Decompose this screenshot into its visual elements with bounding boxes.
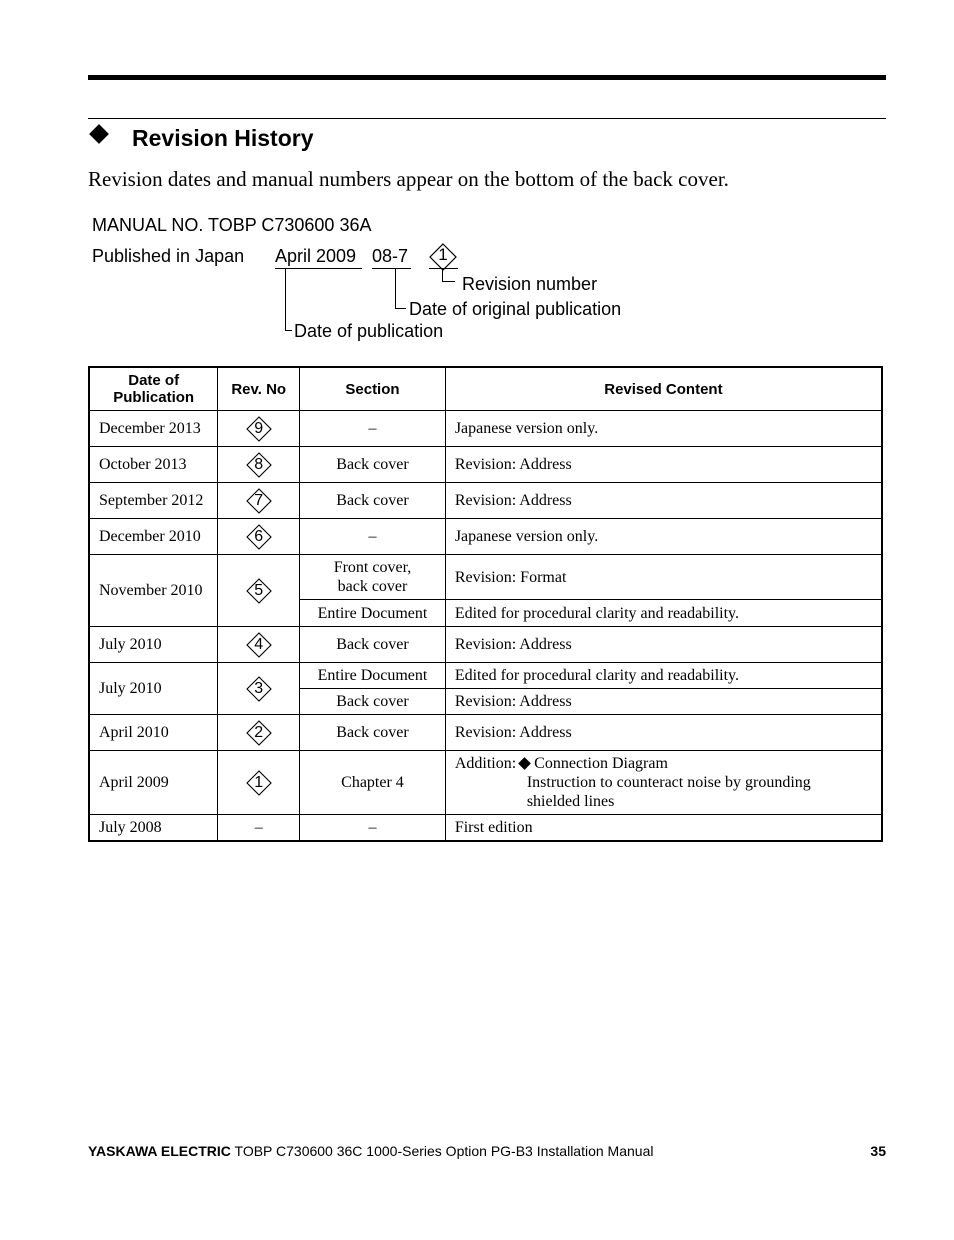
cell-section: Back cover (300, 483, 446, 519)
cell-content: Revision: Address (445, 447, 882, 483)
table-header-row (89, 367, 882, 411)
cell-rev (218, 663, 300, 715)
cell-rev (218, 555, 300, 627)
cell-rev (218, 715, 300, 751)
cell-content: Japanese version only. (445, 519, 882, 555)
rev-number: 1 (254, 773, 264, 791)
table-row (89, 555, 882, 600)
rev-number: 2 (254, 723, 264, 741)
table-row (89, 715, 882, 751)
cell-content: Edited for procedural clarity and readability. (445, 663, 882, 689)
cell-rev (218, 519, 300, 555)
original-publication-label: Date of original publication (409, 299, 622, 319)
rev-underline (429, 268, 458, 269)
rev-number: 6 (254, 527, 264, 545)
cell-content: Revision: Address (445, 483, 882, 519)
cell-date: July 2008 (89, 815, 218, 841)
cell-rev: – (218, 815, 300, 841)
section-line2: back cover (337, 578, 408, 595)
diamond-bullet-icon (89, 124, 109, 144)
rev-number: 5 (254, 581, 264, 599)
table-row (89, 751, 882, 815)
published-in: Published in Japan (92, 246, 245, 266)
revision-number-diamond-icon (429, 243, 457, 271)
cell-section: – (300, 815, 446, 841)
rev-number: 8 (254, 455, 264, 473)
content-title: Connection Diagram (534, 755, 668, 772)
rev-connector-h (442, 281, 455, 282)
header-date-line1: Date of (128, 372, 180, 389)
revision-diamond-icon (246, 578, 272, 604)
cell-rev (218, 483, 300, 519)
revision-diamond-icon (246, 416, 272, 442)
cell-date: April 2009 (89, 751, 218, 815)
cell-section: Back cover (300, 447, 446, 483)
cell-content (445, 751, 882, 815)
cell-content: Edited for procedural clarity and readability. (445, 600, 882, 627)
top-rule (88, 75, 886, 80)
footer-title: TOBP C730600 36C 1000-Series Option PG-B3 Installation Manual (234, 1143, 654, 1159)
cell-rev (218, 751, 300, 815)
original-code-sample: 08-7 (372, 246, 409, 266)
revision-diamond-icon (246, 488, 272, 514)
revision-diamond-icon (246, 676, 272, 702)
cell-section: Back cover (300, 627, 446, 663)
cell-date: September 2012 (89, 483, 218, 519)
page-footer (88, 1143, 653, 1160)
cell-date: July 2010 (89, 663, 218, 715)
cell-content: Revision: Address (445, 627, 882, 663)
cell-rev (218, 447, 300, 483)
footer-brand: YASKAWA ELECTRIC (88, 1143, 231, 1159)
revision-diamond-icon (246, 770, 272, 796)
cell-section (300, 555, 446, 600)
orig-connector-h (395, 308, 406, 309)
revision-number-sample: 1 (438, 245, 448, 264)
cell-section: Chapter 4 (300, 751, 446, 815)
table-row (89, 519, 882, 555)
table-row (89, 483, 882, 519)
cell-date: October 2013 (89, 447, 218, 483)
section-rule (88, 118, 886, 119)
cell-date: December 2013 (89, 411, 218, 447)
revision-diamond-icon (246, 632, 272, 658)
content-line3: shielded lines (526, 793, 615, 810)
rev-number: 7 (254, 491, 264, 509)
cell-date: April 2010 (89, 715, 218, 751)
date-of-publication-label: Date of publication (294, 321, 444, 341)
header-date (89, 367, 218, 411)
cell-content: Revision: Address (445, 689, 882, 715)
revision-diamond-icon (246, 524, 272, 550)
date-connector-h (285, 330, 292, 331)
section-heading: Revision History (132, 125, 314, 151)
cell-date: November 2010 (89, 555, 218, 627)
content-prefix: Addition: (454, 755, 517, 772)
cell-content: Japanese version only. (445, 411, 882, 447)
manual-no: MANUAL NO. TOBP C730600 36A (92, 215, 372, 235)
code-underline (372, 268, 411, 269)
rev-number: 4 (254, 635, 264, 653)
content-line2: Instruction to counteract noise by grounding (526, 774, 811, 791)
cell-section: Back cover (300, 715, 446, 751)
table-row (89, 815, 882, 841)
header-rev: Rev. No (218, 367, 300, 411)
header-date-line2: Publication (113, 389, 195, 406)
revision-diamond-icon (246, 720, 272, 746)
content-line1 (455, 754, 872, 773)
publication-date-sample: April 2009 (275, 246, 357, 266)
intro-text: Revision dates and manual numbers appear on the bottom of the back cover. (88, 167, 729, 191)
cell-date: July 2010 (89, 627, 218, 663)
diamond-bullet-icon (518, 757, 531, 770)
date-underline (275, 268, 362, 269)
date-connector (285, 268, 286, 330)
cell-date: December 2010 (89, 519, 218, 555)
rev-number: 3 (254, 679, 264, 697)
cell-section: Back cover (300, 689, 446, 715)
table-row (89, 447, 882, 483)
cell-rev (218, 627, 300, 663)
rev-number: 9 (254, 419, 264, 437)
table-row (89, 627, 882, 663)
revision-diamond-icon (246, 452, 272, 478)
cell-rev (218, 411, 300, 447)
table-row (89, 411, 882, 447)
cell-section: Entire Document (300, 663, 446, 689)
rev-connector (442, 268, 443, 281)
cell-section: – (300, 411, 446, 447)
cell-section: Entire Document (300, 600, 446, 627)
cell-content: First edition (445, 815, 882, 841)
cell-section: – (300, 519, 446, 555)
header-section: Section (300, 367, 446, 411)
section-line1: Front cover, (333, 559, 412, 576)
cell-content: Revision: Format (445, 555, 882, 600)
header-content: Revised Content (445, 367, 882, 411)
page-number: 35 (870, 1143, 886, 1159)
table-row (89, 663, 882, 689)
orig-connector (395, 268, 396, 308)
cell-content: Revision: Address (445, 715, 882, 751)
revision-number-label: Revision number (462, 274, 598, 294)
revision-table (88, 366, 883, 842)
